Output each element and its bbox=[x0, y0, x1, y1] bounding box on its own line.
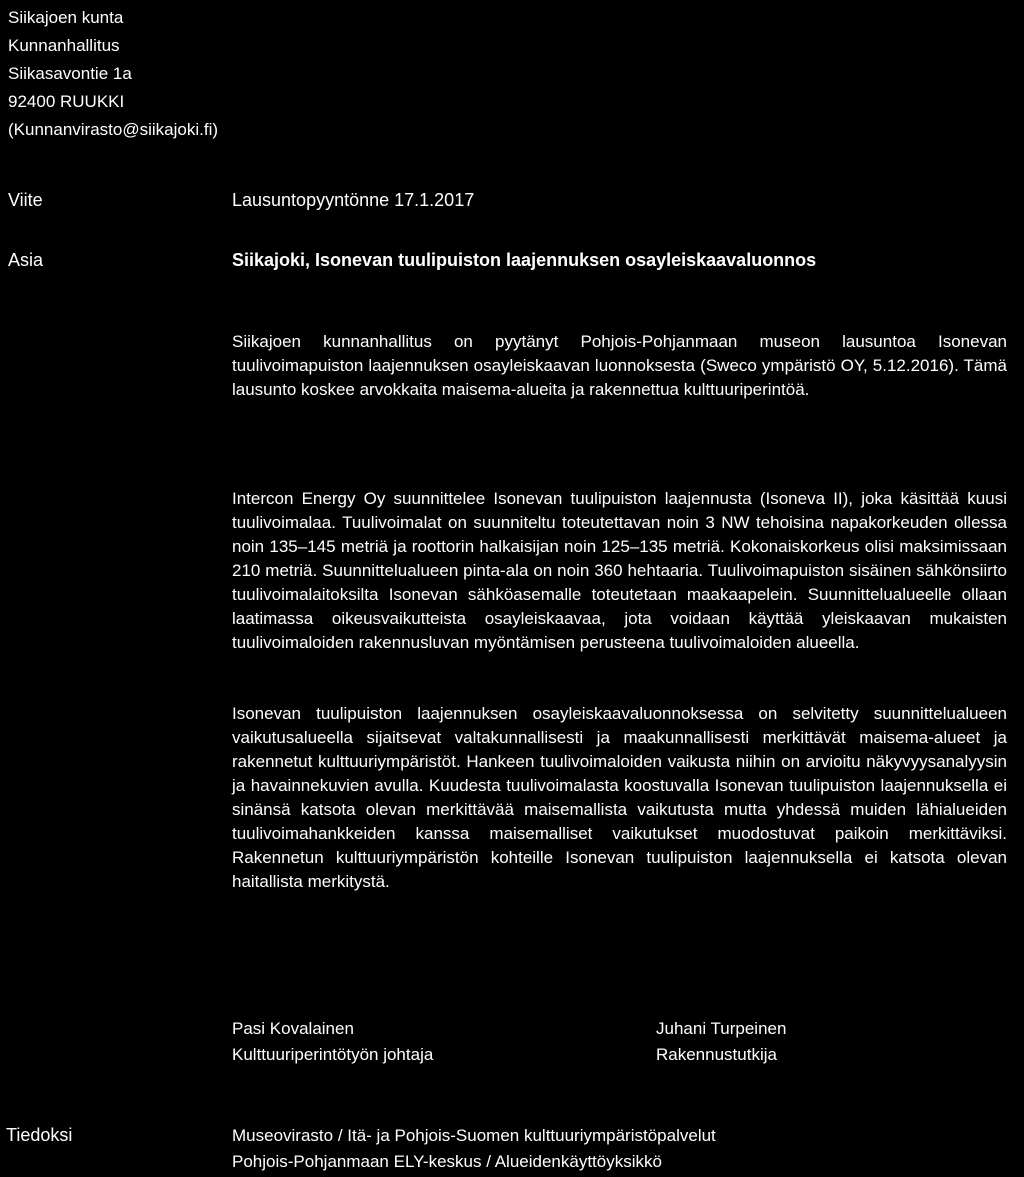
cc-recipient: Pohjois-Pohjanmaan ELY-keskus / Alueidenkäyttöyksikkö bbox=[232, 1152, 662, 1171]
subject-title: Siikajoki, Isonevan tuulipuiston laajennuksen osayleiskaavaluonnos bbox=[232, 250, 817, 270]
recipient-address bbox=[8, 4, 218, 144]
signer-name: Juhani Turpeinen bbox=[656, 1019, 787, 1038]
recipient-organization: Siikajoen kunta bbox=[8, 8, 124, 27]
cc-recipient: Museovirasto / Itä- ja Pohjois-Suomen kulttuuriympäristöpalvelut bbox=[232, 1126, 716, 1145]
paragraph-request-text: Siikajoen kunnanhallitus on pyytänyt Pohjois-Pohjanmaan museon lausuntoa Isonevan tuulivoimapuiston laajennuksen osayleiskaavan luonnoksesta (Sweco ympäristö OY, 5.12.2016). Tämä lausunto koskee arvokkaita maisema-alueita ja rakennettua kulttuuriperintöä. bbox=[232, 332, 1007, 399]
signer-title: Rakennustutkija bbox=[656, 1045, 777, 1064]
reference-label: Viite bbox=[8, 190, 43, 210]
recipient-street: Siikasavontie 1a bbox=[8, 64, 132, 83]
paragraph-assessment-text: Isonevan tuulipuiston laajennuksen osayleiskaavaluonnoksessa on selvitetty suunnittelualueen vaikutusalueella sijaitsevat valtakunnallisesti ja maakunnallisesti merkittävät maisema-alueet ja rakennetut kulttuuriympäristöt. Hankeen tuulivoimaloiden vaikusta niihin on arvioitu näkyvyysanalyysin ja havainnekuvien avulla. Kuudesta tuulivoimalasta koostuvalla Isonevan tuulipuiston laajennuksella ei sinänsä katsota olevan merkittävää maisemallista vaikutusta mutta yhdessä muiden lähialueiden tuulivoimahankkeiden kanssa maisemalliset vaikutukset muodostuvat paikoin merkittäviksi. Rakennetun kulttuuriympäristön kohteille Isonevan tuulipuiston laajennuksella ei katsota olevan haitallista merkitystä. bbox=[232, 704, 1007, 891]
paragraph-project-text: Intercon Energy Oy suunnittelee Isonevan tuulipuiston laajennusta (Isoneva II), joka käsittää kuusi tuulivoimalaa. Tuulivoimalat on suunniteltu toteutettavan noin 3 NW tehoisina napakorkeuden ollessa noin 135–145 metriä ja roottorin halkaisijan noin 125–135 metriä. Kokonaiskorkeus olisi maksimissaan 210 metriä. Suunnittelualueen pinta-ala on noin 360 hehtaaria. Tuulivoimapuiston sisäinen sähkönsiirto tuulivoimalaitoksilta Isonevan sähköasemalle toteutetaan maakaapelein. Suunnittelualueelle ollaan laatimassa oikeusvaikutteista osayleiskaavaa, jota voidaan käyttää yleiskaavan mukaisten tuulivoimaloiden rakennusluvan myöntämisen perusteena tuulivoimaloiden alueella. bbox=[232, 489, 1007, 652]
signature-right bbox=[656, 1016, 786, 1068]
paragraph-assessment bbox=[232, 702, 1007, 894]
recipient-department: Kunnanhallitus bbox=[8, 36, 120, 55]
reference-value: Lausuntopyyntönne 17.1.2017 bbox=[232, 190, 475, 210]
recipient-email: (Kunnanvirasto@siikajoki.fi) bbox=[8, 120, 219, 139]
paragraph-project bbox=[232, 487, 1007, 655]
subject-label: Asia bbox=[8, 250, 44, 270]
cc-label: Tiedoksi bbox=[6, 1125, 73, 1145]
signature-left bbox=[232, 1016, 433, 1068]
recipient-postal: 92400 RUUKKI bbox=[8, 92, 125, 111]
signer-name: Pasi Kovalainen bbox=[232, 1019, 354, 1038]
paragraph-request bbox=[232, 330, 1007, 402]
signer-title: Kulttuuriperintötyön johtaja bbox=[232, 1045, 434, 1064]
cc-recipients bbox=[232, 1123, 716, 1175]
